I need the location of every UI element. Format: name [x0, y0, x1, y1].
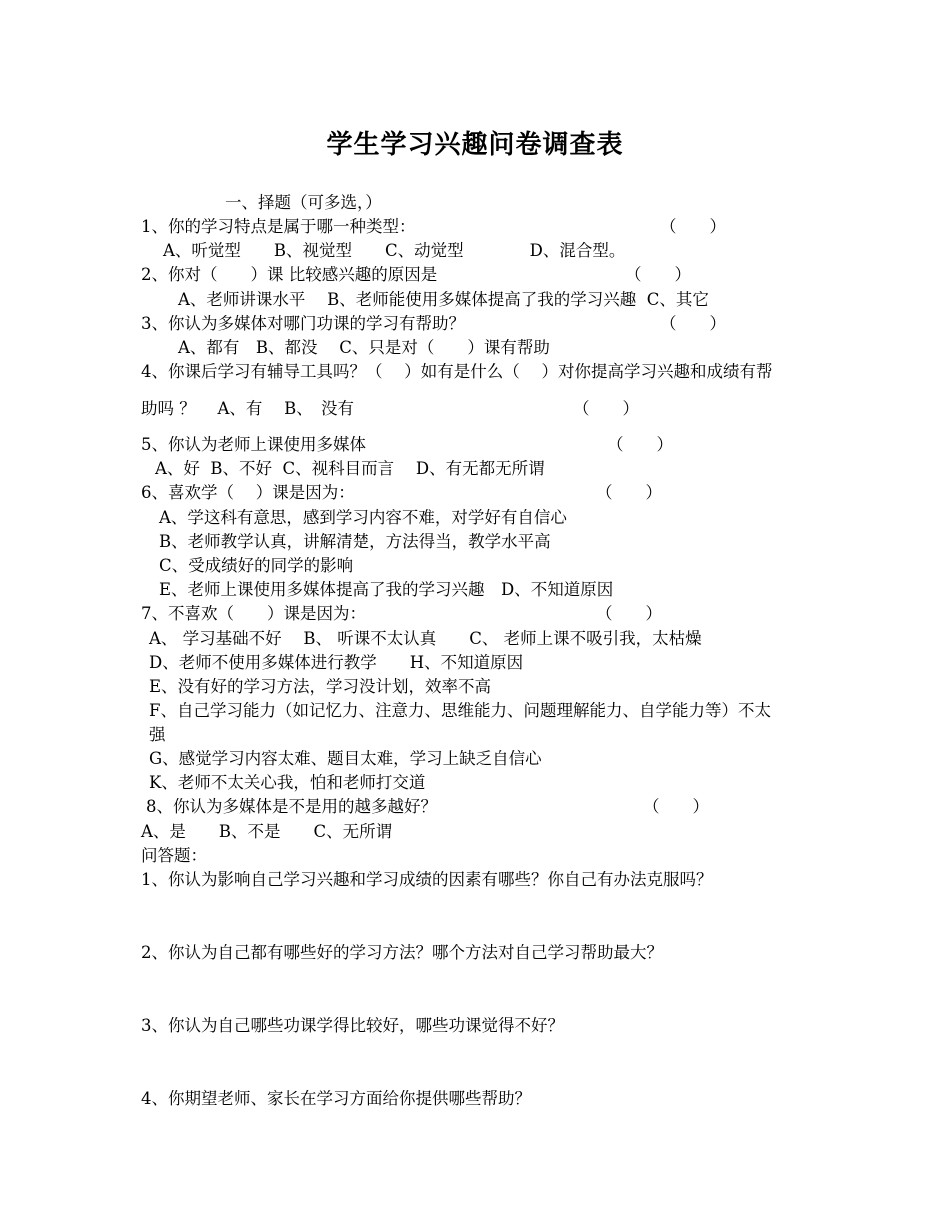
q5-text: 5、你认为老师上课使用多媒体: [141, 435, 366, 454]
q1-text: 1、你的学习特点是属于哪一种类型：: [141, 217, 416, 236]
q7-option: 强: [149, 725, 166, 744]
q7-text: 7、不喜欢（ ）课是因为：: [141, 604, 366, 623]
q4-text-line1: 4、你课后学习有辅导工具吗？（ ）如有是什么（ ）对你提高学习兴趣和成绩有帮: [141, 362, 773, 381]
q8-answer-blank: （ ）: [643, 797, 709, 816]
q2-text: 2、你对（ ）课 比较感兴趣的原因是: [141, 265, 438, 284]
q1-answer-blank: （ ）: [660, 217, 726, 236]
document-title: 学生学习兴趣问卷调查表: [326, 130, 624, 160]
q7-option: A、 学习基础不好 B、 听课不太认真 C、 老师上课不吸引我，太枯燥: [149, 629, 702, 648]
q3-answer-blank: （ ）: [660, 314, 726, 333]
q5-options: A、好 B、不好 C、视科目而言 D、有无都无所谓: [155, 459, 545, 478]
q7-option: G、感觉学习内容太难、题目太难，学习上缺乏自信心: [149, 749, 542, 768]
q6-answer-blank: （ ）: [596, 483, 662, 502]
q6-option: A、学这科有意思，感到学习内容不难，对学好有自信心: [159, 508, 567, 527]
q3-options: A、都有 B、都没 C、只是对（ ）课有帮助: [178, 338, 550, 357]
open-question: 1、你认为影响自己学习兴趣和学习成绩的因素有哪些？你自己有办法克服吗？: [141, 870, 713, 889]
q4-text-line2: 助吗 ？ A、有 B、 没有: [141, 399, 355, 418]
q2-options: A、老师讲课水平 B、老师能使用多媒体提高了我的学习兴趣 C、其它: [178, 290, 709, 309]
q3-text: 3、你认为多媒体对哪门功课的学习有帮助？: [141, 314, 465, 333]
open-question: 4、你期望老师、家长在学习方面给你提供哪些帮助？: [141, 1089, 531, 1108]
q7-option: D、老师不使用多媒体进行教学 H、不知道原因: [149, 653, 524, 672]
q6-text: 6、喜欢学（ ）课是因为：: [141, 483, 355, 502]
q7-option: E、没有好的学习方法，学习没计划，效率不高: [149, 677, 492, 696]
open-question: 2、你认为自己都有哪些好的学习方法？哪个方法对自己学习帮助最大？: [141, 943, 663, 962]
section-one-heading: 一、择题（可多选，）: [225, 193, 382, 212]
q6-option: E、老师上课使用多媒体提高了我的学习兴趣 D、不知道原因: [159, 580, 614, 599]
q8-text: 8、你认为多媒体是不是用的越多越好？: [146, 797, 437, 816]
q4-answer-blank: （ ）: [573, 399, 639, 418]
open-question: 3、你认为自己哪些功课学得比较好，哪些功课觉得不好？: [141, 1016, 564, 1035]
q7-answer-blank: （ ）: [596, 604, 662, 623]
q8-options: A、是 B、不是 C、无所谓: [141, 822, 393, 841]
q6-option: B、老师教学认真，讲解清楚，方法得当，教学水平高: [159, 532, 551, 551]
q2-answer-blank: （ ）: [625, 265, 691, 284]
q6-option: C、受成绩好的同学的影响: [159, 556, 354, 575]
q5-answer-blank: （ ）: [607, 435, 673, 454]
q7-option: F、自己学习能力（如记忆力、注意力、思维能力、问题理解能力、自学能力等）不太: [149, 701, 771, 720]
q1-options: A、听觉型 B、视觉型 C、动觉型 D、混合型。: [163, 241, 626, 260]
section-two-heading: 问答题：: [141, 846, 207, 865]
q7-option: K、老师不太关心我，怕和老师打交道: [149, 773, 426, 792]
